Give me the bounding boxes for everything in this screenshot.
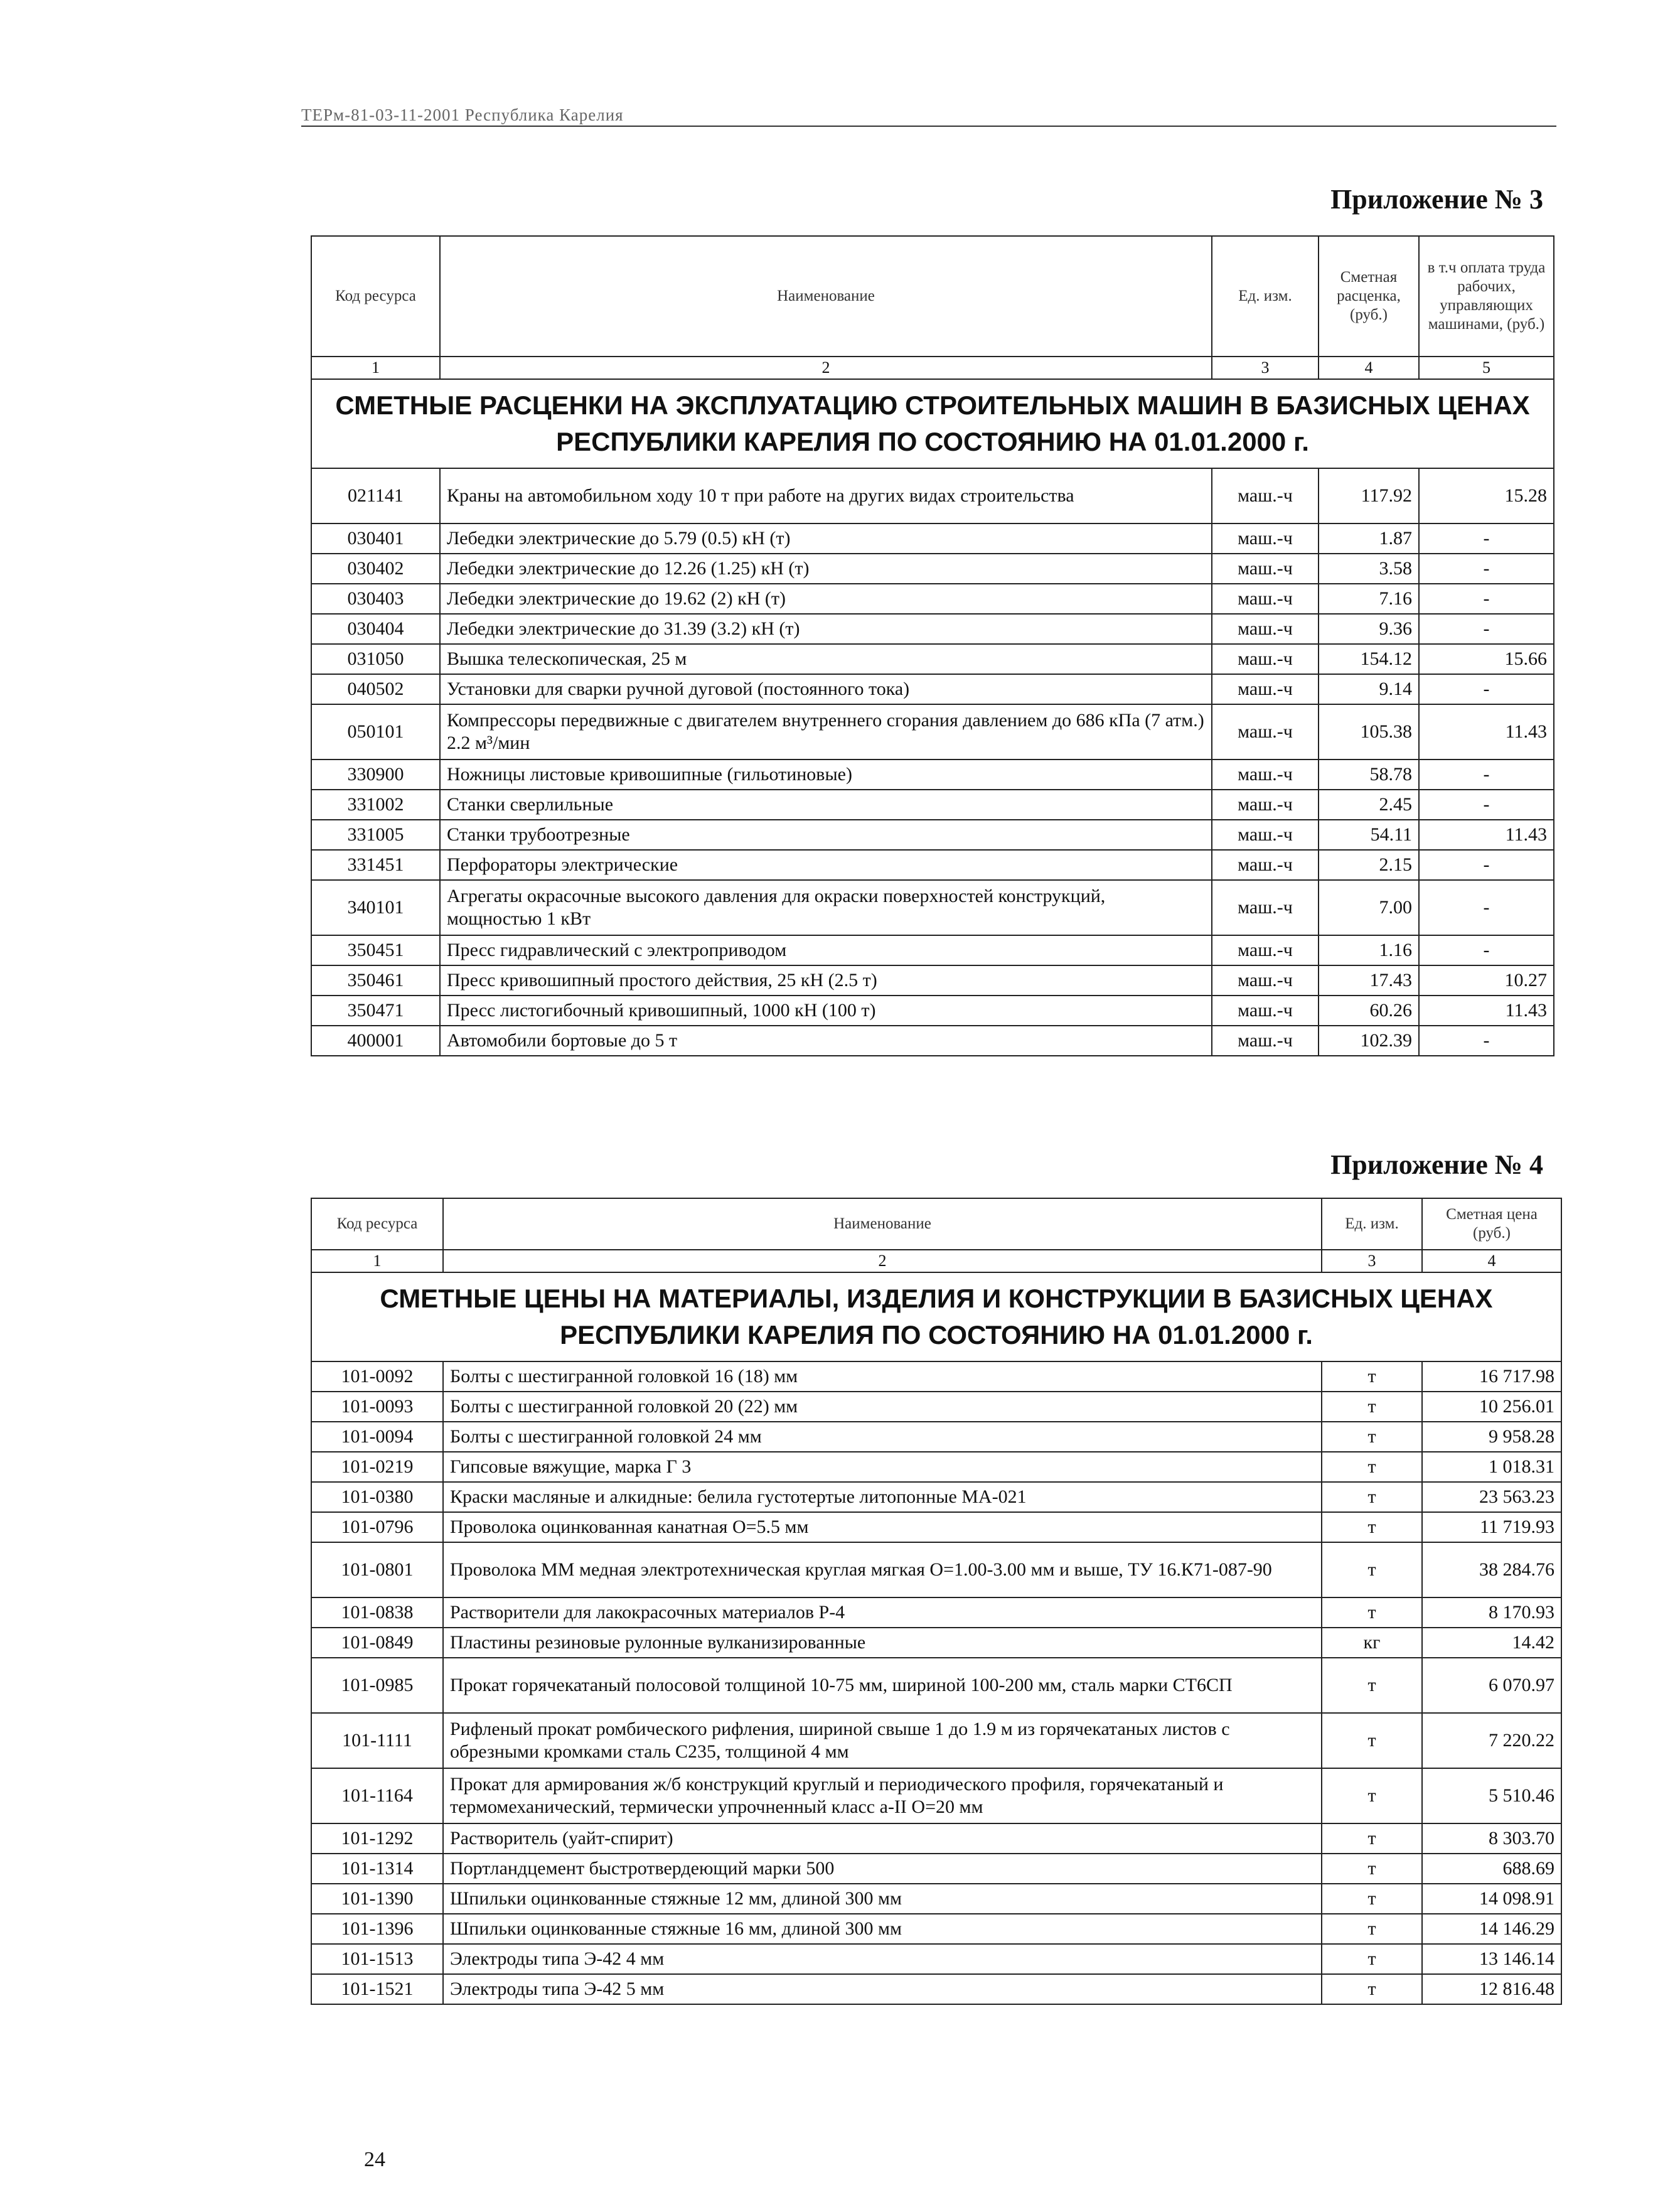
cell-unit: маш.-ч — [1212, 935, 1319, 965]
cell-price: 154.12 — [1319, 644, 1419, 674]
section-heading: СМЕТНЫЕ ЦЕНЫ НА МАТЕРИАЛЫ, ИЗДЕЛИЯ И КОНСТРУКЦИИ В БАЗИСНЫХ ЦЕНАХ РЕСПУБЛИКИ КАРЕЛИЯ ПО СОСТОЯНИЮ НА 01.01.2000 г. — [311, 1272, 1561, 1361]
table-row — [311, 674, 1554, 704]
cell-name: Растворители для лакокрасочных материалов Р-4 — [443, 1597, 1322, 1628]
cell-name: Проволока оцинкованная канатная О=5.5 мм — [443, 1512, 1322, 1542]
cell-unit: маш.-ч — [1212, 996, 1319, 1026]
cell-price: 14.42 — [1422, 1628, 1561, 1658]
table-row — [311, 1713, 1561, 1768]
cell-code: 101-0092 — [311, 1361, 443, 1392]
cell-unit: т — [1322, 1361, 1422, 1392]
cell-code: 350451 — [311, 935, 440, 965]
cell-code: 101-1390 — [311, 1884, 443, 1914]
page-number: 24 — [364, 2148, 385, 2171]
cell-price: 5 510.46 — [1422, 1768, 1561, 1823]
cell-name: Лебедки электрические до 19.62 (2) кН (т) — [440, 584, 1212, 614]
cell-unit: маш.-ч — [1212, 523, 1319, 554]
table-row — [311, 1482, 1561, 1512]
cell-name: Станки сверлильные — [440, 790, 1212, 820]
appendix-3-table — [311, 235, 1554, 1056]
table-row — [311, 965, 1554, 996]
cell-price: 14 146.29 — [1422, 1914, 1561, 1944]
table-row — [311, 1628, 1561, 1658]
cell-name: Болты с шестигранной головкой 16 (18) мм — [443, 1361, 1322, 1392]
table-row — [311, 1422, 1561, 1452]
cell-labor: - — [1419, 674, 1554, 704]
cell-unit: т — [1322, 1823, 1422, 1854]
col-header-name: Наименование — [443, 1198, 1322, 1250]
cell-name: Вышка телескопическая, 25 м — [440, 644, 1212, 674]
cell-name: Болты с шестигранной головкой 24 мм — [443, 1422, 1322, 1452]
table-row — [311, 1658, 1561, 1713]
cell-price: 38 284.76 — [1422, 1542, 1561, 1597]
col-header-code: Код ресурса — [311, 1198, 443, 1250]
cell-unit: маш.-ч — [1212, 850, 1319, 880]
cell-price: 60.26 — [1319, 996, 1419, 1026]
cell-unit: маш.-ч — [1212, 760, 1319, 790]
table-row — [311, 820, 1554, 850]
cell-code: 331002 — [311, 790, 440, 820]
cell-unit: кг — [1322, 1628, 1422, 1658]
column-number: 2 — [440, 357, 1212, 379]
cell-unit: маш.-ч — [1212, 644, 1319, 674]
table-row — [311, 1026, 1554, 1056]
cell-unit: т — [1322, 1944, 1422, 1974]
cell-code: 101-0094 — [311, 1422, 443, 1452]
cell-labor: 15.28 — [1419, 468, 1554, 523]
cell-unit: т — [1322, 1854, 1422, 1884]
cell-labor: - — [1419, 584, 1554, 614]
cell-price: 13 146.14 — [1422, 1944, 1561, 1974]
cell-price: 12 816.48 — [1422, 1974, 1561, 2004]
table-row — [311, 1392, 1561, 1422]
cell-labor: - — [1419, 790, 1554, 820]
cell-price: 102.39 — [1319, 1026, 1419, 1056]
cell-name: Проволока ММ медная электротехническая круглая мягкая О=1.00-3.00 мм и выше, ТУ 16.К71-087-90 — [443, 1542, 1322, 1597]
cell-code: 101-1521 — [311, 1974, 443, 2004]
cell-labor: - — [1419, 935, 1554, 965]
table-row — [311, 760, 1554, 790]
cell-name: Станки трубоотрезные — [440, 820, 1212, 850]
cell-price: 9.36 — [1319, 614, 1419, 644]
cell-price: 7.00 — [1319, 880, 1419, 935]
appendix-4-title: Приложение № 4 — [1330, 1149, 1543, 1180]
cell-unit: т — [1322, 1597, 1422, 1628]
cell-code: 101-0801 — [311, 1542, 443, 1597]
cell-price: 105.38 — [1319, 704, 1419, 760]
cell-unit: т — [1322, 1713, 1422, 1768]
cell-unit: маш.-ч — [1212, 1026, 1319, 1056]
cell-name: Лебедки электрические до 12.26 (1.25) кН (т) — [440, 554, 1212, 584]
cell-price: 9 958.28 — [1422, 1422, 1561, 1452]
cell-unit: т — [1322, 1974, 1422, 2004]
cell-labor: - — [1419, 880, 1554, 935]
cell-name: Электроды типа Э-42 4 мм — [443, 1944, 1322, 1974]
cell-unit: т — [1322, 1914, 1422, 1944]
cell-code: 101-1164 — [311, 1768, 443, 1823]
column-number: 4 — [1319, 357, 1419, 379]
cell-price: 10 256.01 — [1422, 1392, 1561, 1422]
cell-code: 101-1314 — [311, 1854, 443, 1884]
cell-name: Электроды типа Э-42 5 мм — [443, 1974, 1322, 2004]
table-row — [311, 468, 1554, 523]
cell-labor: - — [1419, 760, 1554, 790]
cell-name: Установки для сварки ручной дуговой (постоянного тока) — [440, 674, 1212, 704]
table-row — [311, 584, 1554, 614]
table-row — [311, 1512, 1561, 1542]
column-number: 1 — [311, 357, 440, 379]
cell-name: Пресс гидравлический с электроприводом — [440, 935, 1212, 965]
cell-labor: - — [1419, 523, 1554, 554]
table-row — [311, 1914, 1561, 1944]
column-number: 1 — [311, 1250, 443, 1272]
cell-code: 101-1513 — [311, 1944, 443, 1974]
table-row — [311, 644, 1554, 674]
cell-name: Перфораторы электрические — [440, 850, 1212, 880]
cell-price: 1.87 — [1319, 523, 1419, 554]
table-row — [311, 1974, 1561, 2004]
cell-price: 117.92 — [1319, 468, 1419, 523]
cell-price: 1.16 — [1319, 935, 1419, 965]
table-row — [311, 790, 1554, 820]
cell-unit: т — [1322, 1422, 1422, 1452]
cell-code: 330900 — [311, 760, 440, 790]
table-row — [311, 1884, 1561, 1914]
table-row — [311, 996, 1554, 1026]
cell-labor: 11.43 — [1419, 820, 1554, 850]
cell-name: Краны на автомобильном ходу 10 т при работе на других видах строительства — [440, 468, 1212, 523]
cell-unit: маш.-ч — [1212, 554, 1319, 584]
cell-name: Прокат горячекатаный полосовой толщиной 10-75 мм, шириной 100-200 мм, сталь марки СТ6СП — [443, 1658, 1322, 1713]
section-heading: СМЕТНЫЕ РАСЦЕНКИ НА ЭКСПЛУАТАЦИЮ СТРОИТЕЛЬНЫХ МАШИН В БАЗИСНЫХ ЦЕНАХ РЕСПУБЛИКИ КАРЕЛИЯ ПО СОСТОЯНИЮ НА 01.01.2000 г. — [311, 379, 1554, 468]
cell-code: 101-0093 — [311, 1392, 443, 1422]
cell-labor: - — [1419, 614, 1554, 644]
table-row — [311, 1597, 1561, 1628]
cell-name: Рифленый прокат ромбического рифления, шириной свыше 1 до 1.9 м из горячекатаных листов с обрезными кромками сталь С235, толщиной 4 мм — [443, 1713, 1322, 1768]
cell-code: 400001 — [311, 1026, 440, 1056]
col-header-unit: Ед. изм. — [1322, 1198, 1422, 1250]
cell-unit: маш.-ч — [1212, 468, 1319, 523]
table-row — [311, 1542, 1561, 1597]
cell-name: Лебедки электрические до 5.79 (0.5) кН (т) — [440, 523, 1212, 554]
cell-code: 030402 — [311, 554, 440, 584]
cell-unit: т — [1322, 1658, 1422, 1713]
cell-unit: маш.-ч — [1212, 790, 1319, 820]
cell-name: Краски масляные и алкидные: белила густотертые литопонные МА-021 — [443, 1482, 1322, 1512]
cell-unit: т — [1322, 1392, 1422, 1422]
cell-labor: - — [1419, 554, 1554, 584]
table-row — [311, 1944, 1561, 1974]
col-header-name: Наименование — [440, 236, 1212, 357]
cell-name: Болты с шестигранной головкой 20 (22) мм — [443, 1392, 1322, 1422]
cell-unit: маш.-ч — [1212, 704, 1319, 760]
cell-code: 101-1111 — [311, 1713, 443, 1768]
cell-name: Агрегаты окрасочные высокого давления для окраски поверхностей конструкций, мощностью 1 кВт — [440, 880, 1212, 935]
col-header-labor: в т.ч оплата труда рабочих, управляющих машинами, (руб.) — [1419, 236, 1554, 357]
cell-code: 031050 — [311, 644, 440, 674]
header-rule — [301, 126, 1556, 127]
cell-price: 2.15 — [1319, 850, 1419, 880]
cell-code: 101-0849 — [311, 1628, 443, 1658]
appendix-4-table — [311, 1198, 1562, 2005]
cell-price: 7 220.22 — [1422, 1713, 1561, 1768]
table-row — [311, 704, 1554, 760]
cell-price: 17.43 — [1319, 965, 1419, 996]
cell-code: 050101 — [311, 704, 440, 760]
cell-name: Автомобили бортовые до 5 т — [440, 1026, 1212, 1056]
cell-code: 101-0985 — [311, 1658, 443, 1713]
cell-unit: т — [1322, 1452, 1422, 1482]
cell-price: 2.45 — [1319, 790, 1419, 820]
cell-code: 350471 — [311, 996, 440, 1026]
table-row — [311, 523, 1554, 554]
cell-name: Пластины резиновые рулонные вулканизированные — [443, 1628, 1322, 1658]
cell-price: 8 303.70 — [1422, 1823, 1561, 1854]
cell-code: 030404 — [311, 614, 440, 644]
col-header-price: Сметная цена (руб.) — [1422, 1198, 1561, 1250]
cell-price: 23 563.23 — [1422, 1482, 1561, 1512]
cell-code: 101-0380 — [311, 1482, 443, 1512]
cell-labor: 11.43 — [1419, 996, 1554, 1026]
cell-unit: т — [1322, 1542, 1422, 1597]
cell-unit: т — [1322, 1512, 1422, 1542]
cell-unit: маш.-ч — [1212, 965, 1319, 996]
cell-labor: 15.66 — [1419, 644, 1554, 674]
column-number: 3 — [1212, 357, 1319, 379]
cell-price: 6 070.97 — [1422, 1658, 1561, 1713]
cell-unit: т — [1322, 1768, 1422, 1823]
cell-code: 340101 — [311, 880, 440, 935]
cell-code: 101-1396 — [311, 1914, 443, 1944]
cell-name: Пресс листогибочный кривошипный, 1000 кН (100 т) — [440, 996, 1212, 1026]
cell-unit: маш.-ч — [1212, 820, 1319, 850]
cell-labor: 10.27 — [1419, 965, 1554, 996]
table-row — [311, 1768, 1561, 1823]
cell-name: Компрессоры передвижные с двигателем внутреннего сгорания давлением до 686 кПа (7 атм.) 2.2 м³/мин — [440, 704, 1212, 760]
cell-code: 030403 — [311, 584, 440, 614]
table-row — [311, 880, 1554, 935]
running-header: ТЕРм-81-03-11-2001 Республика Карелия — [301, 105, 624, 124]
cell-unit: маш.-ч — [1212, 674, 1319, 704]
cell-price: 688.69 — [1422, 1854, 1561, 1884]
appendix-3-title: Приложение № 3 — [1330, 184, 1543, 215]
cell-name: Лебедки электрические до 31.39 (3.2) кН (т) — [440, 614, 1212, 644]
cell-code: 030401 — [311, 523, 440, 554]
cell-price: 3.58 — [1319, 554, 1419, 584]
column-number: 2 — [443, 1250, 1322, 1272]
cell-price: 11 719.93 — [1422, 1512, 1561, 1542]
col-header-code: Код ресурса — [311, 236, 440, 357]
cell-price: 54.11 — [1319, 820, 1419, 850]
cell-code: 101-0796 — [311, 1512, 443, 1542]
cell-price: 8 170.93 — [1422, 1597, 1561, 1628]
cell-unit: маш.-ч — [1212, 614, 1319, 644]
cell-code: 350461 — [311, 965, 440, 996]
cell-name: Гипсовые вяжущие, марка Г 3 — [443, 1452, 1322, 1482]
cell-unit: т — [1322, 1884, 1422, 1914]
cell-code: 101-0219 — [311, 1452, 443, 1482]
cell-code: 040502 — [311, 674, 440, 704]
table-row — [311, 554, 1554, 584]
cell-price: 14 098.91 — [1422, 1884, 1561, 1914]
cell-name: Шпильки оцинкованные стяжные 12 мм, длиной 300 мм — [443, 1884, 1322, 1914]
column-number: 4 — [1422, 1250, 1561, 1272]
cell-unit: маш.-ч — [1212, 880, 1319, 935]
cell-code: 331005 — [311, 820, 440, 850]
cell-name: Растворитель (уайт-спирит) — [443, 1823, 1322, 1854]
table-row — [311, 1854, 1561, 1884]
table-row — [311, 614, 1554, 644]
table-row — [311, 935, 1554, 965]
cell-code: 101-1292 — [311, 1823, 443, 1854]
cell-name: Прокат для армирования ж/б конструкций круглый и периодического профиля, горячекатаный и термомеханический, термически упрочненный класс а-II О=20 мм — [443, 1768, 1322, 1823]
cell-price: 16 717.98 — [1422, 1361, 1561, 1392]
col-header-unit: Ед. изм. — [1212, 236, 1319, 357]
cell-price: 7.16 — [1319, 584, 1419, 614]
cell-code: 331451 — [311, 850, 440, 880]
col-header-price: Сметная расценка, (руб.) — [1319, 236, 1419, 357]
cell-code: 101-0838 — [311, 1597, 443, 1628]
table-row — [311, 1361, 1561, 1392]
cell-code: 021141 — [311, 468, 440, 523]
cell-price: 58.78 — [1319, 760, 1419, 790]
cell-name: Шпильки оцинкованные стяжные 16 мм, длиной 300 мм — [443, 1914, 1322, 1944]
table-row — [311, 850, 1554, 880]
cell-unit: т — [1322, 1482, 1422, 1512]
table-row — [311, 1452, 1561, 1482]
cell-name: Ножницы листовые кривошипные (гильотиновые) — [440, 760, 1212, 790]
cell-labor: - — [1419, 1026, 1554, 1056]
cell-labor: 11.43 — [1419, 704, 1554, 760]
table-row — [311, 1823, 1561, 1854]
cell-price: 1 018.31 — [1422, 1452, 1561, 1482]
cell-labor: - — [1419, 850, 1554, 880]
column-number: 5 — [1419, 357, 1554, 379]
column-number: 3 — [1322, 1250, 1422, 1272]
cell-unit: маш.-ч — [1212, 584, 1319, 614]
cell-name: Пресс кривошипный простого действия, 25 кН (2.5 т) — [440, 965, 1212, 996]
cell-price: 9.14 — [1319, 674, 1419, 704]
cell-name: Портландцемент быстротвердеющий марки 500 — [443, 1854, 1322, 1884]
